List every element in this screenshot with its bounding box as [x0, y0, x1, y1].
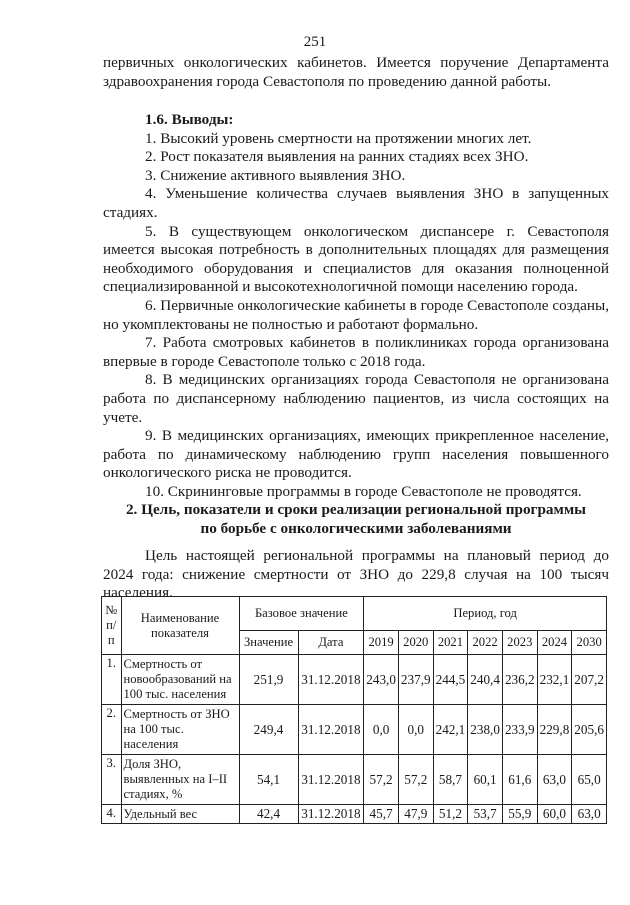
- section-title-line: 2. Цель, показатели и сроки реализации региональной программы: [125, 501, 587, 518]
- conclusions-section: [103, 111, 609, 501]
- section-title: [103, 500, 609, 538]
- header-year: 2021: [433, 631, 468, 655]
- year-value: 61,6: [502, 755, 537, 805]
- year-value: 0,0: [364, 705, 399, 755]
- header-name: Наименование показателя: [121, 597, 239, 655]
- header-base: Базовое значение: [239, 597, 364, 631]
- intro-paragraph: первичных онкологических кабинетов. Имеется поручение Департамента здравоохранения города Севастополя по проведению данной работы.: [103, 54, 609, 90]
- conclusion-item: 7. Работа смотровых кабинетов в поликлиниках города организована впервые в городе Севастополе только с 2018 года.: [103, 334, 609, 370]
- year-value: 57,2: [364, 755, 399, 805]
- year-value: 65,0: [572, 755, 607, 805]
- year-value: 45,7: [364, 805, 399, 824]
- header-year: 2020: [398, 631, 433, 655]
- table-row: [102, 755, 607, 805]
- base-value: 42,4: [239, 805, 298, 824]
- year-value: 244,5: [433, 655, 468, 705]
- header-year: 2030: [572, 631, 607, 655]
- conclusion-item: 3. Снижение активного выявления ЗНО.: [145, 166, 406, 184]
- year-value: 232,1: [537, 655, 572, 705]
- year-value: 55,9: [502, 805, 537, 824]
- conclusion-item: 5. В существующем онкологическом диспансере г. Севастополя имеется высокая потребность в дополнительных площадях для размещения необходимого оборудования и специалистов для оказания полноценной специализированной и высокотехнологичной помощи населению города.: [103, 222, 609, 296]
- conclusion-item: 9. В медицинских организациях, имеющих прикрепленное население, работа по динамическому наблюдению групп населения повышенного онкологического риска не проводится.: [103, 427, 609, 482]
- year-value: 60,0: [537, 805, 572, 824]
- header-year: 2019: [364, 631, 399, 655]
- goal-paragraph: Цель настоящей региональной программы на плановый период до 2024 года: снижение смертности от ЗНО до 229,8 случая на 100 тысяч населения.: [103, 547, 609, 602]
- year-value: 47,9: [398, 805, 433, 824]
- indicator-name: Доля ЗНО, выявленных на I–II стадиях, %: [121, 755, 239, 805]
- page-number: 251: [303, 34, 327, 50]
- header-year: 2022: [468, 631, 503, 655]
- year-value: 63,0: [537, 755, 572, 805]
- indicator-name: Смертность от новообразований на 100 тыс. населения: [121, 655, 239, 705]
- year-value: 57,2: [398, 755, 433, 805]
- year-value: 58,7: [433, 755, 468, 805]
- year-value: 242,1: [433, 705, 468, 755]
- year-value: 236,2: [502, 655, 537, 705]
- year-value: 60,1: [468, 755, 503, 805]
- year-value: 0,0: [398, 705, 433, 755]
- year-value: 238,0: [468, 705, 503, 755]
- base-value: 249,4: [239, 705, 298, 755]
- row-number: 2.: [102, 705, 122, 755]
- indicator-name: Смертность от ЗНО на 100 тыс. населения: [121, 705, 239, 755]
- header-date: Дата: [298, 631, 364, 655]
- header-no: № п/п: [102, 597, 122, 655]
- section-title-line: по борьбе с онкологическими заболеваниями: [200, 520, 512, 537]
- header-year: 2023: [502, 631, 537, 655]
- year-value: 63,0: [572, 805, 607, 824]
- conclusion-item: 2. Рост показателя выявления на ранних стадиях всех ЗНО.: [145, 148, 529, 166]
- year-value: 53,7: [468, 805, 503, 824]
- year-value: 229,8: [537, 705, 572, 755]
- conclusion-item: 10. Скрининговые программы в городе Севастополе не проводятся.: [145, 482, 582, 500]
- conclusions-heading: 1.6. Выводы:: [145, 111, 234, 128]
- base-date: 31.12.2018: [298, 755, 364, 805]
- row-number: 3.: [102, 755, 122, 805]
- year-value: 51,2: [433, 805, 468, 824]
- indicators-table: [101, 596, 607, 824]
- conclusion-item: 4. Уменьшение количества случаев выявления ЗНО в запущенных стадиях.: [103, 185, 609, 221]
- year-value: 243,0: [364, 655, 399, 705]
- base-date: 31.12.2018: [298, 805, 364, 824]
- indicator-name: Удельный вес: [121, 805, 239, 824]
- conclusion-item: 8. В медицинских организациях города Севастополя не организована работа по диспансерному наблюдению пациентов, из числа состоящих на учете.: [103, 371, 609, 426]
- header-period: Период, год: [364, 597, 607, 631]
- table-row: [102, 805, 607, 824]
- year-value: 233,9: [502, 705, 537, 755]
- base-date: 31.12.2018: [298, 655, 364, 705]
- year-value: 205,6: [572, 705, 607, 755]
- conclusion-item: 1. Высокий уровень смертности на протяжении многих лет.: [145, 129, 532, 147]
- base-date: 31.12.2018: [298, 705, 364, 755]
- year-value: 237,9: [398, 655, 433, 705]
- table-row: [102, 705, 607, 755]
- conclusion-item: 6. Первичные онкологические кабинеты в городе Севастополе созданы, но укомплектованы не полностью и работают формально.: [103, 296, 609, 333]
- year-value: 240,4: [468, 655, 503, 705]
- header-year: 2024: [537, 631, 572, 655]
- row-number: 1.: [102, 655, 122, 705]
- table-row: [102, 655, 607, 705]
- base-value: 54,1: [239, 755, 298, 805]
- header-value: Значение: [239, 631, 298, 655]
- row-number: 4.: [102, 805, 122, 824]
- base-value: 251,9: [239, 655, 298, 705]
- year-value: 207,2: [572, 655, 607, 705]
